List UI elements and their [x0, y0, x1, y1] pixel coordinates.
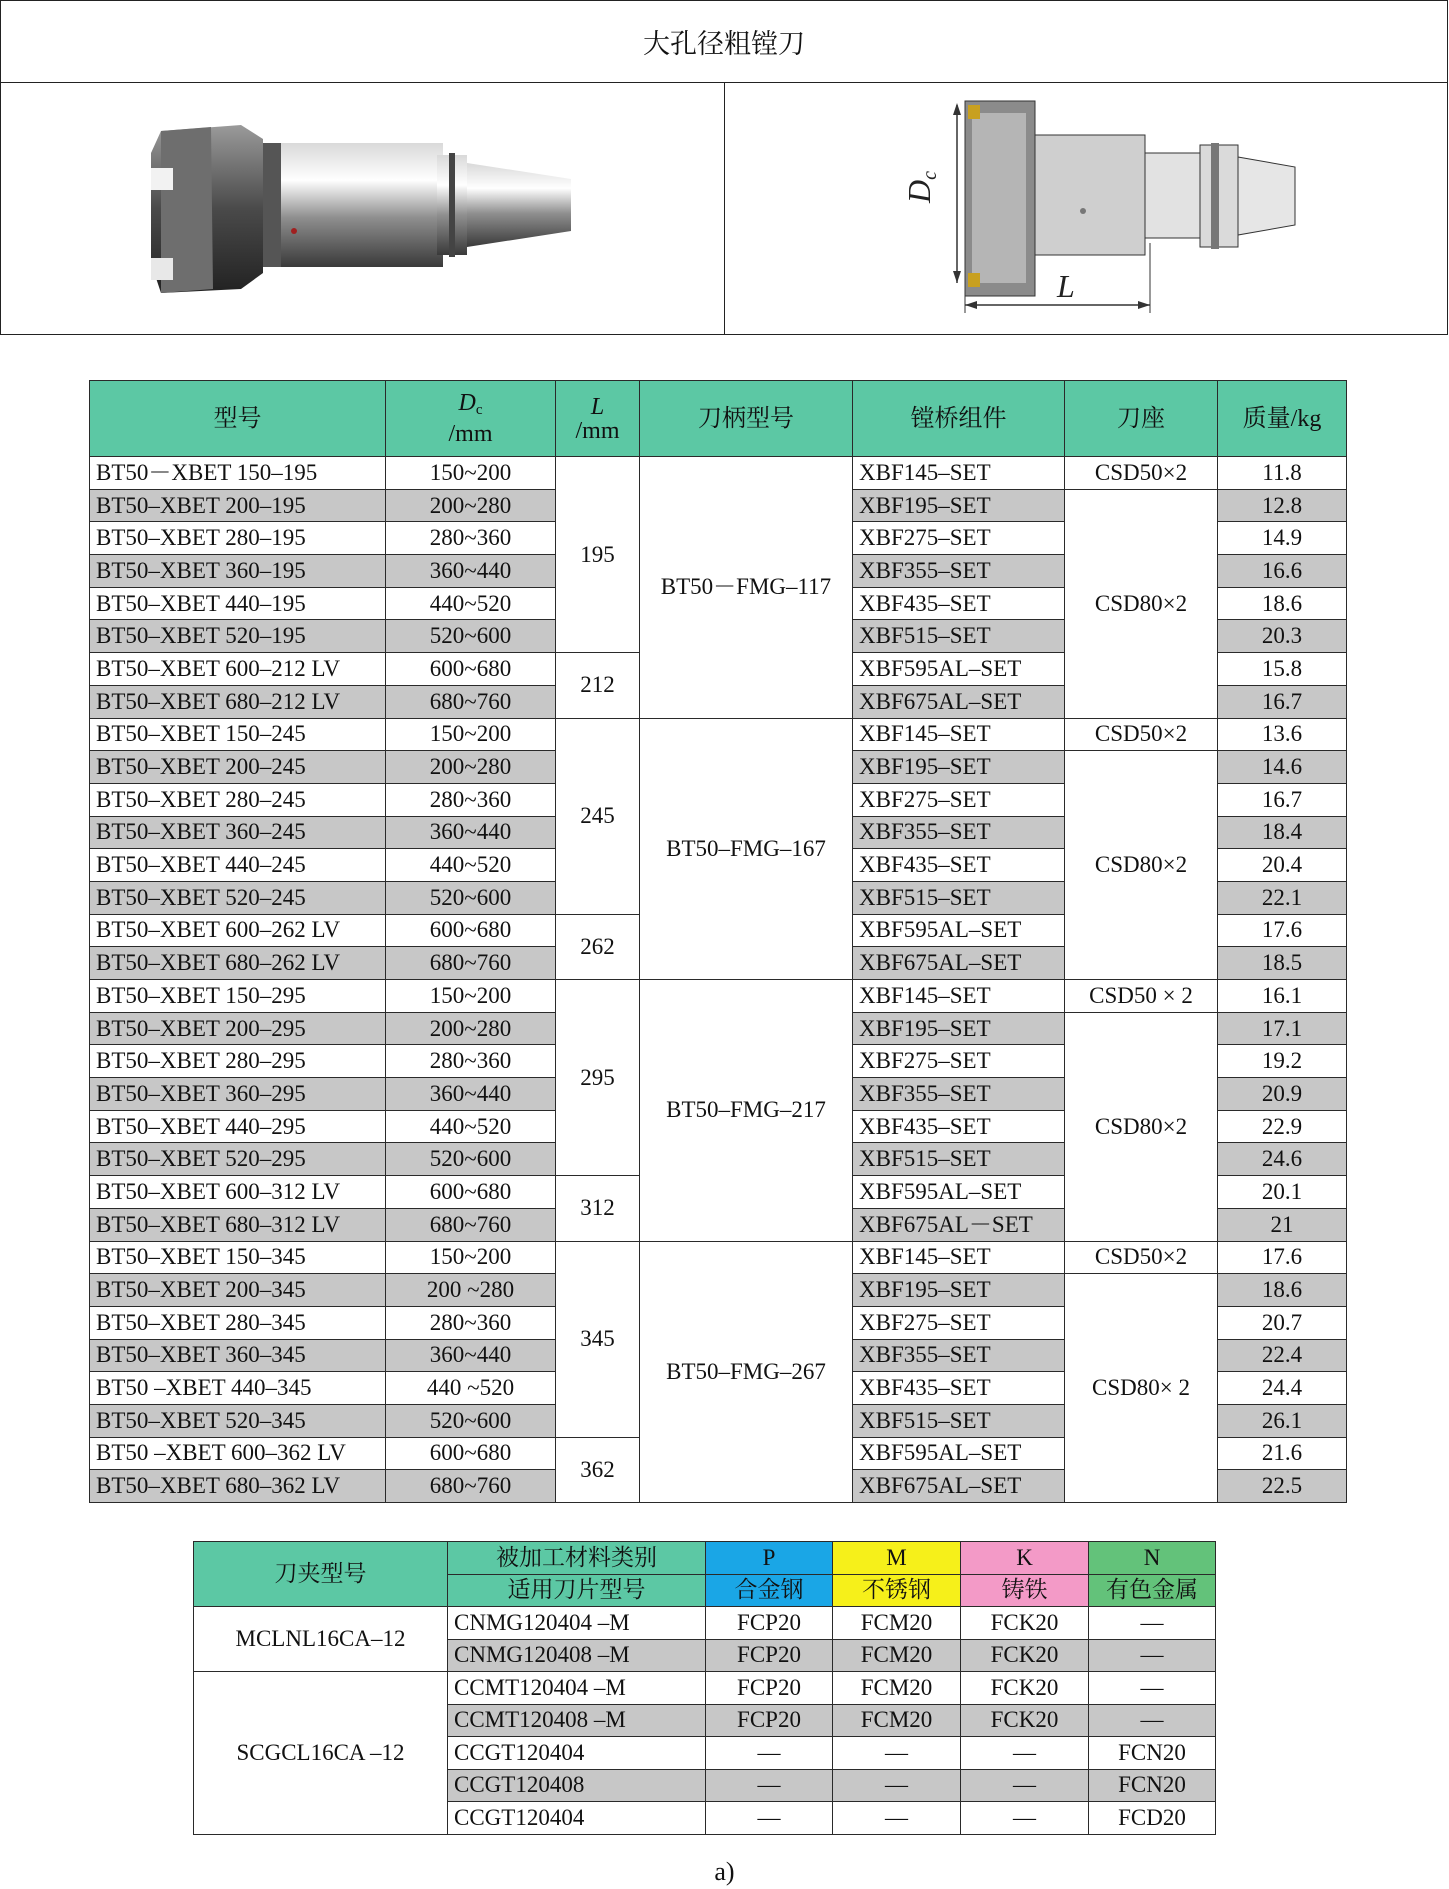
boring-tool-diagram [725, 83, 1448, 335]
cell-dc-range: 280~360 [386, 783, 556, 816]
cell-seat: CSD80×2 [1065, 489, 1218, 718]
cell-mass: 20.7 [1218, 1306, 1347, 1339]
cell-model: BT50–XBET 520–295 [90, 1143, 386, 1176]
cell-dc-range: 600~680 [386, 1437, 556, 1470]
cell-model: BT50–XBET 520–195 [90, 620, 386, 653]
cell-dc-range: 680~760 [386, 1208, 556, 1241]
header-seat: 刀座 [1065, 381, 1218, 457]
cell-dc-range: 680~760 [386, 685, 556, 718]
cell-grade-n: — [1089, 1639, 1216, 1672]
cell-grade-k: — [961, 1737, 1089, 1770]
table-row [194, 1607, 1216, 1640]
cell-length: 345 [556, 1241, 640, 1437]
cell-dc-range: 680~760 [386, 947, 556, 980]
cell-grade-m: — [833, 1737, 961, 1770]
cell-mass: 20.4 [1218, 849, 1347, 882]
header-material-category: 被加工材料类别 [448, 1542, 706, 1575]
cell-mass: 18.6 [1218, 587, 1347, 620]
page-title: 大孔径粗镗刀 [1, 1, 1447, 83]
cell-grade-p: FCP20 [706, 1704, 833, 1737]
cell-model: BT50–XBET 600–262 LV [90, 914, 386, 947]
cell-grade-m: — [833, 1769, 961, 1802]
cell-mass: 18.5 [1218, 947, 1347, 980]
cell-dc-range: 280~360 [386, 1045, 556, 1078]
cell-grade-m: FCM20 [833, 1704, 961, 1737]
cell-seat: CSD50×2 [1065, 1241, 1218, 1274]
cell-length: 295 [556, 980, 640, 1176]
cell-seat: CSD80×2 [1065, 751, 1218, 980]
cell-mass: 16.7 [1218, 685, 1347, 718]
table-row [90, 1241, 1347, 1274]
cell-bridge: XBF595AL–SET [853, 914, 1065, 947]
cell-model: BT50–XBET 150–345 [90, 1241, 386, 1274]
insert-table-body [194, 1607, 1216, 1835]
category-code-m: M [833, 1542, 961, 1575]
figure-caption: a) [714, 1857, 735, 1886]
cell-insert: CNMG120408 –M [448, 1639, 706, 1672]
cell-insert: CCGT120408 [448, 1769, 706, 1802]
cell-seat: CSD50×2 [1065, 718, 1218, 751]
cell-bridge: XBF355–SET [853, 816, 1065, 849]
cell-grade-n: — [1089, 1607, 1216, 1640]
cell-dc-range: 600~680 [386, 914, 556, 947]
cell-mass: 14.9 [1218, 522, 1347, 555]
cell-mass: 12.8 [1218, 489, 1347, 522]
table-header-row [90, 381, 1347, 457]
cell-model: BT50–XBET 360–295 [90, 1078, 386, 1111]
cell-grade-k: FCK20 [961, 1672, 1089, 1705]
cell-grade-n: — [1089, 1704, 1216, 1737]
cell-dc-range: 150~200 [386, 980, 556, 1013]
cell-model: BT50–XBET 440–295 [90, 1110, 386, 1143]
cell-bridge: XBF195–SET [853, 489, 1065, 522]
category-code-p: P [706, 1542, 833, 1575]
cell-model: BT50–XBET 280–245 [90, 783, 386, 816]
cell-grade-n: FCN20 [1089, 1737, 1216, 1770]
cell-length: 262 [556, 914, 640, 979]
cell-shank: BT50－FMG–117 [640, 457, 853, 719]
cell-mass: 22.9 [1218, 1110, 1347, 1143]
cell-model: BT50–XBET 280–295 [90, 1045, 386, 1078]
cell-model: BT50–XBET 680–262 LV [90, 947, 386, 980]
cell-model: BT50–XBET 440–195 [90, 587, 386, 620]
cell-dc-range: 360~440 [386, 555, 556, 588]
cell-dc-range: 680~760 [386, 1470, 556, 1503]
cell-insert: CCMT120408 –M [448, 1704, 706, 1737]
cell-model: BT50–XBET 440–245 [90, 849, 386, 882]
cell-shank: BT50–FMG–217 [640, 980, 853, 1242]
boring-tool-spec-table [89, 380, 1347, 1503]
cell-seat: CSD50 × 2 [1065, 980, 1218, 1013]
cell-mass: 18.6 [1218, 1274, 1347, 1307]
cell-grade-m: — [833, 1802, 961, 1835]
cell-model: BT50－XBET 150–195 [90, 457, 386, 490]
cell-bridge: XBF275–SET [853, 783, 1065, 816]
table-row [90, 718, 1347, 751]
cell-insert: CNMG120404 –M [448, 1607, 706, 1640]
cell-bridge: XBF675AL–SET [853, 947, 1065, 980]
cell-mass: 18.4 [1218, 816, 1347, 849]
cell-dc-range: 440 ~520 [386, 1372, 556, 1405]
cell-bridge: XBF515–SET [853, 1143, 1065, 1176]
cell-seat: CSD80× 2 [1065, 1274, 1218, 1503]
header-dc: $D_c$ /mm [386, 381, 556, 457]
cell-bridge: XBF675AL–SET [853, 685, 1065, 718]
cell-bridge: XBF435–SET [853, 587, 1065, 620]
cell-dc-range: 150~200 [386, 457, 556, 490]
cell-mass: 20.9 [1218, 1078, 1347, 1111]
category-name-m: 不锈钢 [833, 1574, 961, 1607]
cell-dc-range: 200~280 [386, 1012, 556, 1045]
cell-bridge: XBF355–SET [853, 1339, 1065, 1372]
table-row [90, 457, 1347, 490]
cell-bridge: XBF675AL－SET [853, 1208, 1065, 1241]
cell-insert: CCMT120404 –M [448, 1672, 706, 1705]
cell-mass: 15.8 [1218, 653, 1347, 686]
dc-dimension-label: Dc [901, 171, 941, 203]
cell-dc-range: 520~600 [386, 1404, 556, 1437]
cell-mass: 22.4 [1218, 1339, 1347, 1372]
l-dimension-label: L [1057, 268, 1075, 304]
cell-bridge: XBF275–SET [853, 522, 1065, 555]
cell-bridge: XBF595AL–SET [853, 1437, 1065, 1470]
cell-dc-range: 150~200 [386, 718, 556, 751]
cell-dc-range: 600~680 [386, 1176, 556, 1209]
cell-bridge: XBF435–SET [853, 1110, 1065, 1143]
cell-length: 195 [556, 457, 640, 653]
cell-grade-p: FCP20 [706, 1639, 833, 1672]
cell-dc-range: 280~360 [386, 522, 556, 555]
cell-bridge: XBF435–SET [853, 1372, 1065, 1405]
cell-bridge: XBF275–SET [853, 1045, 1065, 1078]
cell-grade-n: FCD20 [1089, 1802, 1216, 1835]
cell-bridge: XBF355–SET [853, 1078, 1065, 1111]
boring-tool-photo [1, 83, 725, 335]
cell-dc-range: 360~440 [386, 1078, 556, 1111]
cell-mass: 19.2 [1218, 1045, 1347, 1078]
cell-mass: 22.1 [1218, 881, 1347, 914]
header-box [0, 0, 1448, 335]
cell-bridge: XBF675AL–SET [853, 1470, 1065, 1503]
category-name-k: 铸铁 [961, 1574, 1089, 1607]
cell-model: BT50–XBET 200–245 [90, 751, 386, 784]
insert-header-row-1 [194, 1542, 1216, 1575]
cell-mass: 22.5 [1218, 1470, 1347, 1503]
header-model: 型号 [90, 381, 386, 457]
cell-model: BT50–XBET 680–362 LV [90, 1470, 386, 1503]
header-l: L /mm [556, 381, 640, 457]
cell-grade-m: FCM20 [833, 1639, 961, 1672]
cell-mass: 24.6 [1218, 1143, 1347, 1176]
tool-diagram-cell [725, 83, 1448, 335]
cell-model: BT50–XBET 680–212 LV [90, 685, 386, 718]
cell-bridge: XBF435–SET [853, 849, 1065, 882]
cell-model: BT50–XBET 520–345 [90, 1404, 386, 1437]
cell-bridge: XBF145–SET [853, 718, 1065, 751]
cell-model: BT50–XBET 520–245 [90, 881, 386, 914]
cell-insert: CCGT120404 [448, 1737, 706, 1770]
cell-grade-p: — [706, 1769, 833, 1802]
cell-mass: 26.1 [1218, 1404, 1347, 1437]
cell-mass: 20.3 [1218, 620, 1347, 653]
cell-bridge: XBF195–SET [853, 1012, 1065, 1045]
cell-mass: 21 [1218, 1208, 1347, 1241]
cell-dc-range: 600~680 [386, 653, 556, 686]
cell-insert: CCGT120404 [448, 1802, 706, 1835]
category-name-n: 有色金属 [1089, 1574, 1216, 1607]
cell-dc-range: 520~600 [386, 1143, 556, 1176]
cell-model: BT50–XBET 200–195 [90, 489, 386, 522]
cell-length: 212 [556, 653, 640, 718]
cell-model: BT50–XBET 680–312 LV [90, 1208, 386, 1241]
cell-grade-p: FCP20 [706, 1672, 833, 1705]
cell-model: BT50–XBET 600–212 LV [90, 653, 386, 686]
header-mass: 质量/kg [1218, 381, 1347, 457]
cell-dc-range: 280~360 [386, 1306, 556, 1339]
cell-grade-p: FCP20 [706, 1607, 833, 1640]
cell-dc-range: 440~520 [386, 1110, 556, 1143]
cell-model: BT50–XBET 150–245 [90, 718, 386, 751]
cell-mass: 14.6 [1218, 751, 1347, 784]
header-insert-model: 适用刀片型号 [448, 1574, 706, 1607]
cell-dc-range: 150~200 [386, 1241, 556, 1274]
cell-model: BT50–XBET 360–345 [90, 1339, 386, 1372]
cell-bridge: XBF275–SET [853, 1306, 1065, 1339]
cell-seat: CSD50×2 [1065, 457, 1218, 490]
tool-photo-cell [1, 83, 725, 335]
cell-holder: MCLNL16CA–12 [194, 1607, 448, 1672]
cell-model: BT50 –XBET 600–362 LV [90, 1437, 386, 1470]
cell-bridge: XBF195–SET [853, 751, 1065, 784]
header-shank: 刀柄型号 [640, 381, 853, 457]
cell-seat: CSD80×2 [1065, 1012, 1218, 1241]
cell-dc-range: 200~280 [386, 489, 556, 522]
cell-mass: 21.6 [1218, 1437, 1347, 1470]
cell-grade-n: — [1089, 1672, 1216, 1705]
table-body [90, 457, 1347, 1503]
cell-model: BT50–XBET 600–312 LV [90, 1176, 386, 1209]
cell-mass: 11.8 [1218, 457, 1347, 490]
cell-bridge: XBF145–SET [853, 1241, 1065, 1274]
cell-bridge: XBF515–SET [853, 620, 1065, 653]
cell-bridge: XBF145–SET [853, 980, 1065, 1013]
category-code-k: K [961, 1542, 1089, 1575]
cell-model: BT50–XBET 360–195 [90, 555, 386, 588]
cell-mass: 17.6 [1218, 914, 1347, 947]
insert-compatibility-table [193, 1541, 1216, 1835]
cell-model: BT50–XBET 200–345 [90, 1274, 386, 1307]
cell-grade-p: — [706, 1737, 833, 1770]
header-holder: 刀夹型号 [194, 1542, 448, 1607]
cell-bridge: XBF145–SET [853, 457, 1065, 490]
cell-grade-k: FCK20 [961, 1704, 1089, 1737]
cell-dc-range: 200~280 [386, 751, 556, 784]
cell-model: BT50–XBET 280–195 [90, 522, 386, 555]
table-row [90, 980, 1347, 1013]
cell-model: BT50–XBET 360–245 [90, 816, 386, 849]
cell-grade-k: FCK20 [961, 1607, 1089, 1640]
cell-bridge: XBF195–SET [853, 1274, 1065, 1307]
header-bridge: 镗桥组件 [853, 381, 1065, 457]
cell-dc-range: 440~520 [386, 587, 556, 620]
cell-dc-range: 360~440 [386, 816, 556, 849]
cell-mass: 17.1 [1218, 1012, 1347, 1045]
category-code-n: N [1089, 1542, 1216, 1575]
cell-mass: 16.6 [1218, 555, 1347, 588]
cell-grade-k: — [961, 1769, 1089, 1802]
cell-bridge: XBF515–SET [853, 881, 1065, 914]
category-name-p: 合金钢 [706, 1574, 833, 1607]
cell-bridge: XBF595AL–SET [853, 1176, 1065, 1209]
cell-model: BT50–XBET 280–345 [90, 1306, 386, 1339]
cell-grade-m: FCM20 [833, 1607, 961, 1640]
cell-bridge: XBF595AL–SET [853, 653, 1065, 686]
cell-dc-range: 520~600 [386, 620, 556, 653]
cell-bridge: XBF515–SET [853, 1404, 1065, 1437]
cell-grade-k: FCK20 [961, 1639, 1089, 1672]
cell-dc-range: 360~440 [386, 1339, 556, 1372]
cell-dc-range: 200 ~280 [386, 1274, 556, 1307]
cell-dc-range: 520~600 [386, 881, 556, 914]
cell-grade-p: — [706, 1802, 833, 1835]
cell-model: BT50–XBET 150–295 [90, 980, 386, 1013]
cell-mass: 17.6 [1218, 1241, 1347, 1274]
cell-length: 362 [556, 1437, 640, 1502]
cell-mass: 20.1 [1218, 1176, 1347, 1209]
cell-bridge: XBF355–SET [853, 555, 1065, 588]
cell-mass: 13.6 [1218, 718, 1347, 751]
cell-model: BT50 –XBET 440–345 [90, 1372, 386, 1405]
cell-grade-n: FCN20 [1089, 1769, 1216, 1802]
cell-mass: 16.7 [1218, 783, 1347, 816]
cell-length: 312 [556, 1176, 640, 1241]
cell-grade-m: FCM20 [833, 1672, 961, 1705]
cell-dc-range: 440~520 [386, 849, 556, 882]
cell-mass: 24.4 [1218, 1372, 1347, 1405]
cell-holder: SCGCL16CA –12 [194, 1672, 448, 1835]
cell-shank: BT50–FMG–167 [640, 718, 853, 980]
cell-length: 245 [556, 718, 640, 914]
cell-mass: 16.1 [1218, 980, 1347, 1013]
cell-model: BT50–XBET 200–295 [90, 1012, 386, 1045]
cell-shank: BT50–FMG–267 [640, 1241, 853, 1503]
table-row [194, 1672, 1216, 1705]
cell-grade-k: — [961, 1802, 1089, 1835]
